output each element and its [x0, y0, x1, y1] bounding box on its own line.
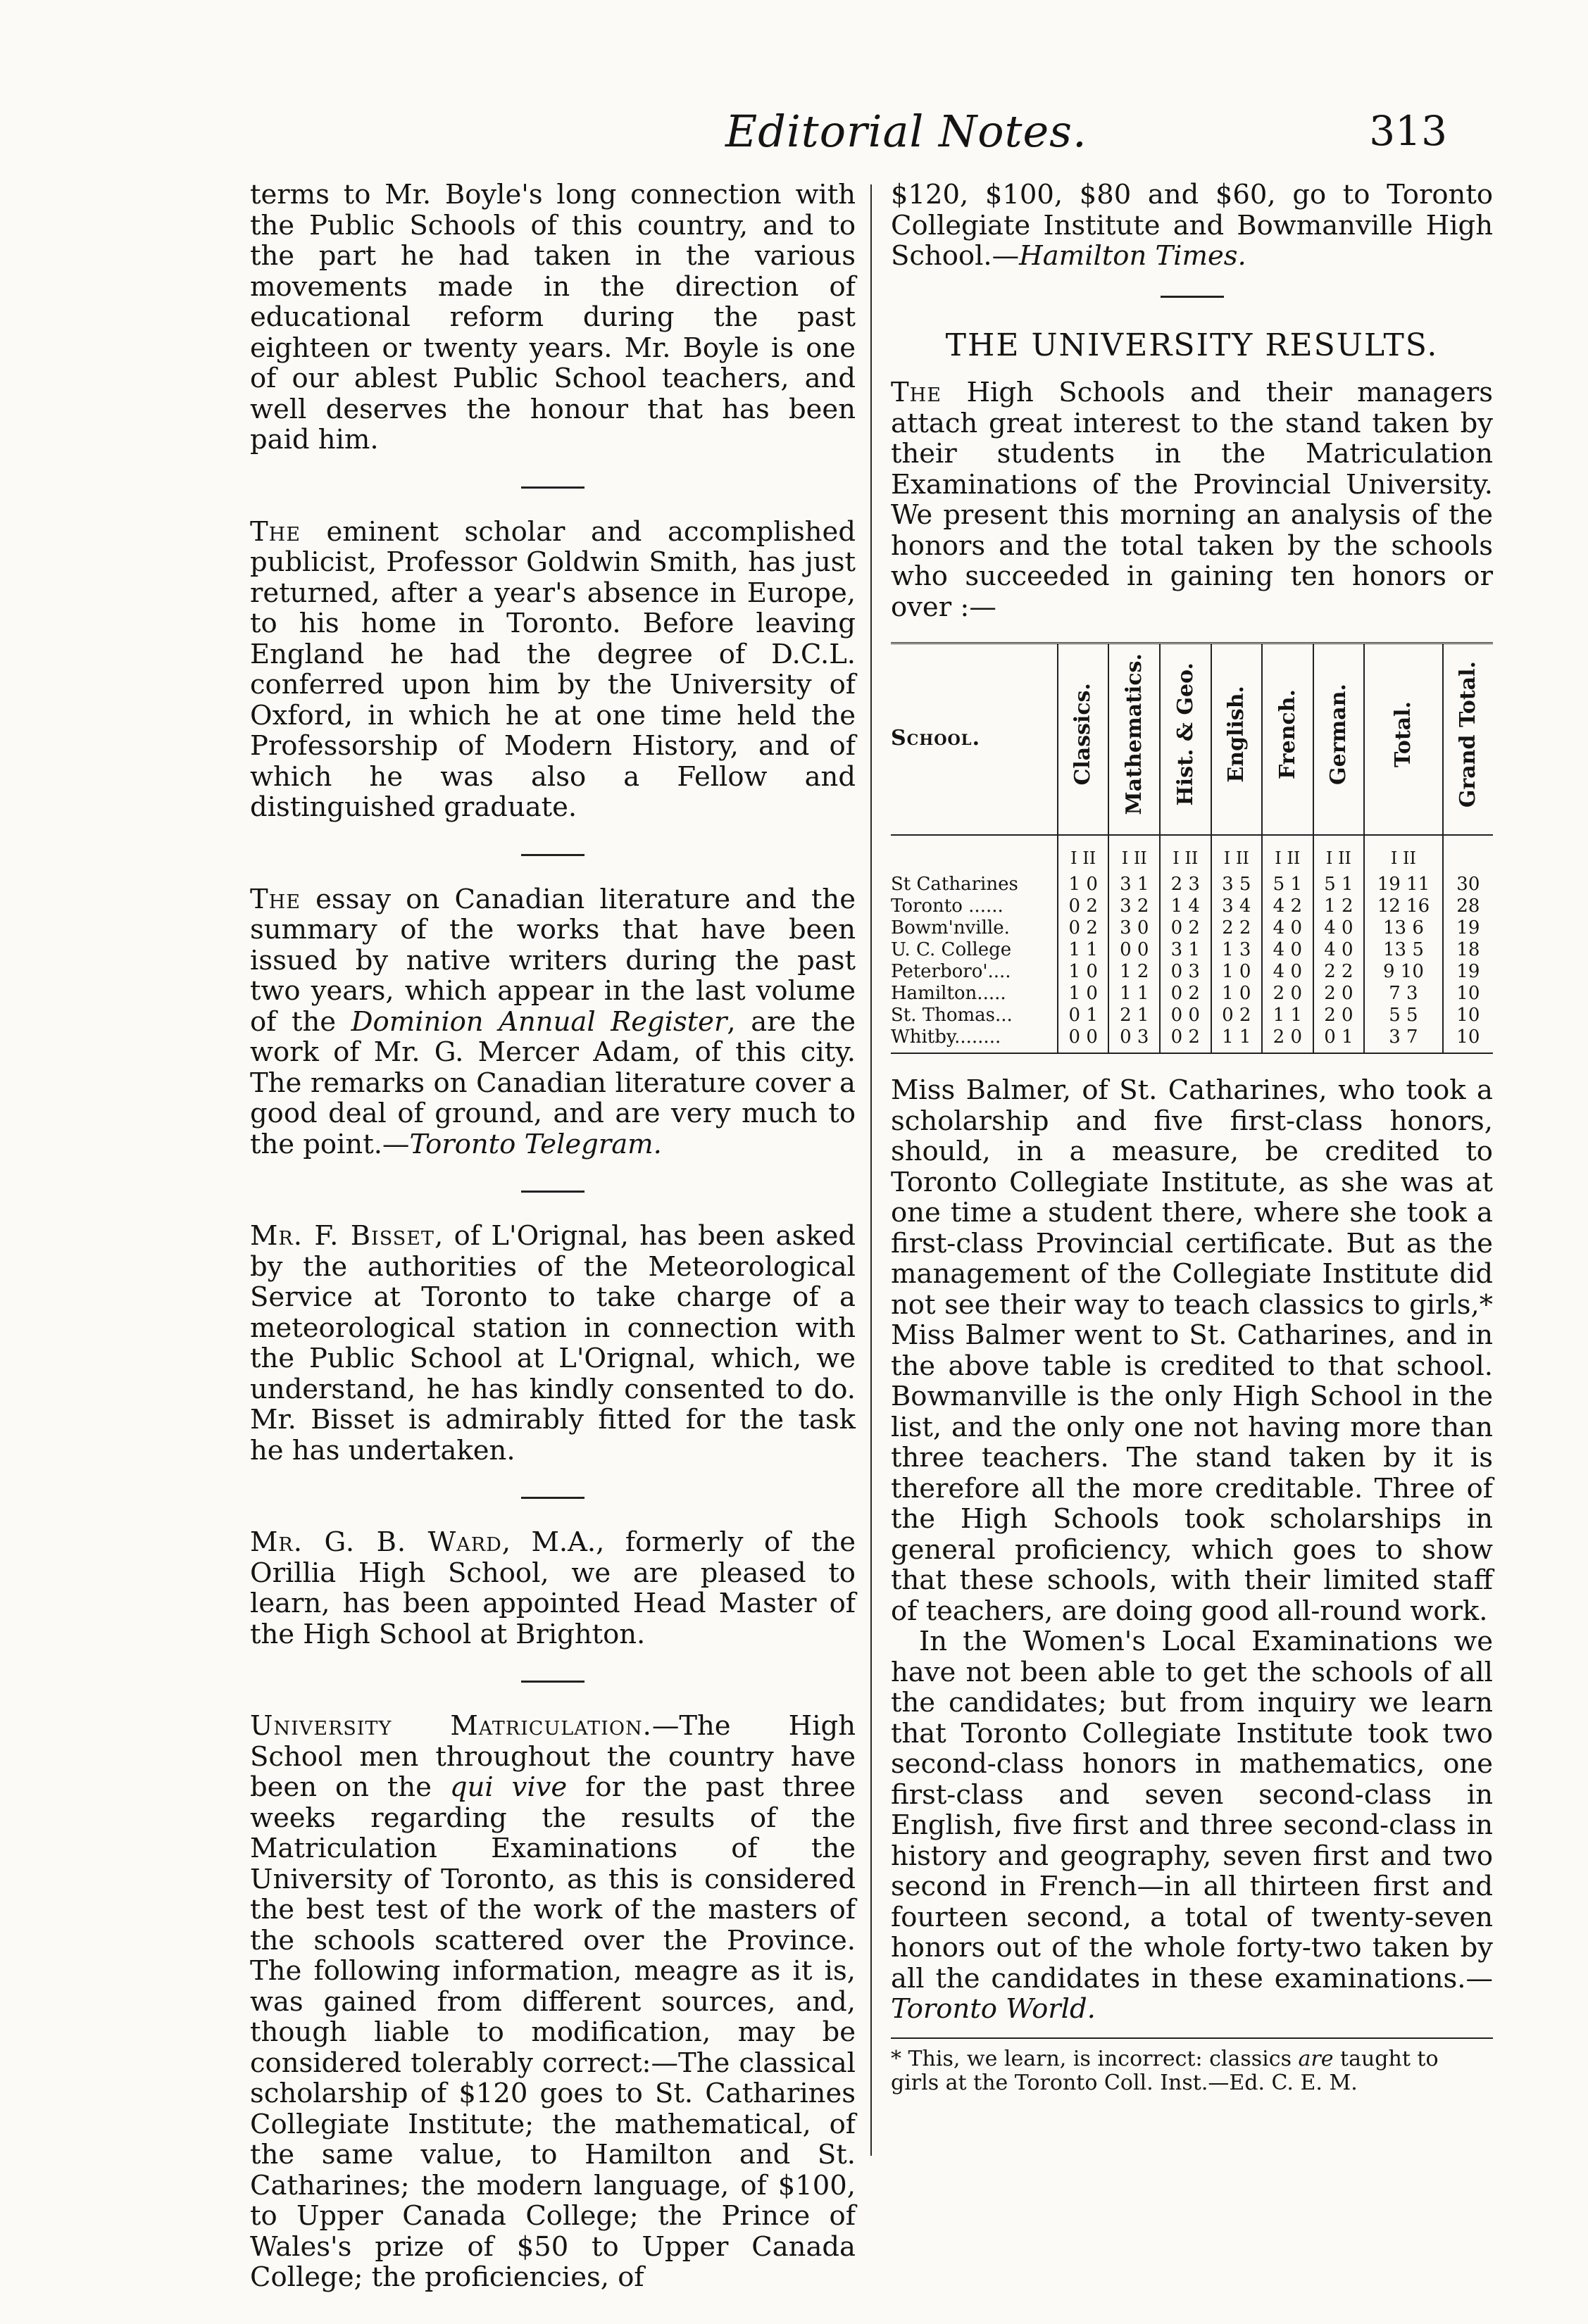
matriculation-paragraph: University Matriculation.—The High School men throughout the country have been on the qui vive for the past three weeks regarding the results of the Matriculation Examinations of the University of Toronto, as this is considered the best test of the work of the masters of the schools scattered over the Province. The following information, meagre as it is, was gained from different sources, and, though liable to modification, may be considered tolerably correct:—The classical scholarship of $120 goes to St. Catharines Collegiate Institute; the mathematical, of the same value, to Hamilton and St. Catharines; the modern language, of $100, to Upper Canada College; the Prince of Wales's prize of $50 to Upper Canada College; the proficiencies, of: [250, 1710, 856, 2293]
table-cell: 0 1: [1313, 1026, 1365, 1053]
table-subheader-row: I II I II I II I II I II I II I II: [891, 835, 1493, 874]
section-divider: [521, 1191, 584, 1193]
table-cell: 4 0: [1313, 917, 1365, 939]
table-cell: 19: [1443, 917, 1493, 939]
table-cell: 19: [1443, 961, 1493, 983]
table-cell: 0 0: [1108, 939, 1160, 961]
table-cell: 3 0: [1108, 917, 1160, 939]
table-cell: 10: [1443, 1026, 1493, 1053]
left-column: [250, 180, 856, 2324]
table-cell: 2 0: [1262, 1026, 1313, 1053]
table-cell: 0 2: [1160, 1026, 1211, 1053]
table-row: [891, 939, 1493, 961]
table-cell: 2 3: [1160, 874, 1211, 896]
school-name-cell: U. C. College: [891, 939, 1012, 960]
school-name-cell: Whitby........: [891, 1026, 1058, 1053]
balmer-paragraph: Miss Balmer, of St. Catharines, who took a scholarship and five first-class honors, should, in a measure, be credited to Toronto Collegiate Institute, as she was at one time a student there, where she took a first-class Provincial certificate. But as the management of the Collegiate Institute did not see their way to teach classics to girls,* Miss Balmer went to St. Catharines, and in the above table is credited to that school. Bowmanville is the only High School in the list, and the only one not having more than three teachers. The stand taken by it is therefore all the more creditable. Three of the High Schools took scholarships in general proficiency, which goes to show that these schools, with their limited staff of teachers, are doing good all-round work.: [891, 1074, 1493, 1627]
table-cell: 0 3: [1108, 1026, 1160, 1053]
table-cell: 9 10: [1364, 961, 1443, 983]
page-number: 313: [1369, 107, 1447, 155]
school-name-cell: Toronto ......: [891, 896, 1004, 917]
school-name-cell: Peterboro'....: [891, 961, 1011, 982]
table-cell: 1 0: [1211, 983, 1263, 1005]
table-cell: 1 1: [1058, 939, 1109, 961]
page-header: [246, 106, 1475, 162]
table-cell: 5 1: [1313, 874, 1365, 896]
table-cell: 2 0: [1262, 983, 1313, 1005]
school-name-cell: St Catharines: [891, 874, 1018, 895]
table-header-cell: German.: [1313, 643, 1365, 836]
table-cell: 0 0: [1160, 1005, 1211, 1026]
university-results-intro: The High Schools and their managers attach great interest to the stand taken by their students in the Matriculation Examinations of the Provincial University. We present this morning an analysis of the honors and the total taken by the schools who succeeded in gaining ten honors or over :—: [891, 377, 1493, 623]
table-cell: 1 0: [1058, 983, 1109, 1005]
table-cell: 10: [1443, 983, 1493, 1005]
right-column: [891, 180, 1493, 2095]
table-header-cell: Mathematics.: [1108, 643, 1160, 836]
table-row: [891, 896, 1493, 917]
ward-paragraph: Mr. G. B. Ward, M.A., formerly of the Orillia High School, we are pleased to learn, has been appointed Head Master of the High School at Brighton.: [250, 1526, 856, 1650]
table-cell: 2 1: [1108, 1005, 1160, 1026]
table-cell: 1 0: [1058, 961, 1109, 983]
table-cell: 10: [1443, 1005, 1493, 1026]
table-cell: 3 1: [1160, 939, 1211, 961]
table-cell: 1 1: [1262, 1005, 1313, 1026]
table-cell: 0 2: [1211, 1005, 1263, 1026]
table-cell: 7 3: [1364, 983, 1443, 1005]
table-cell: 13 5: [1364, 939, 1443, 961]
section-divider: [521, 1681, 584, 1683]
table-row: [891, 983, 1493, 1005]
table-cell: 4 0: [1262, 917, 1313, 939]
table-row: [891, 917, 1493, 939]
table-cell: 18: [1443, 939, 1493, 961]
section-divider: [1161, 296, 1224, 298]
table-cell: 1 2: [1108, 961, 1160, 983]
table-row: [891, 874, 1493, 896]
school-name-cell: St. Thomas...: [891, 1005, 1013, 1026]
table-cell: 0 2: [1160, 917, 1211, 939]
table-row: [891, 961, 1493, 983]
boyle-paragraph: terms to Mr. Boyle's long connection with the Public Schools of this country, and to the part he had taken in the various movements made in the direction of educational reform during the past eighteen or twenty years. Mr. Boyle is one of our ablest Public School teachers, and well deserves the honour that has been paid him.: [250, 179, 856, 456]
table-header-cell: French.: [1262, 643, 1313, 836]
table-cell: 3 4: [1211, 896, 1263, 917]
table-cell: 1 1: [1108, 983, 1160, 1005]
table-cell: 2 2: [1211, 917, 1263, 939]
section-divider: [521, 854, 584, 856]
table-cell: 12 16: [1364, 896, 1443, 917]
table-cell: 1 4: [1160, 896, 1211, 917]
proficiencies-paragraph: $120, $100, $80 and $60, go to Toronto Collegiate Institute and Bowmanville High School.—Hamilton Times.: [891, 179, 1493, 272]
section-title: THE UNIVERSITY RESULTS.: [945, 327, 1439, 363]
section-divider: [521, 486, 584, 489]
table-cell: 0 3: [1160, 961, 1211, 983]
table-cell: 4 0: [1262, 961, 1313, 983]
table-header-cell: Total.: [1364, 643, 1443, 836]
table-header-cell: Classics.: [1058, 643, 1109, 836]
column-divider: [870, 184, 872, 2156]
table-cell: 3 2: [1108, 896, 1160, 917]
results-table: [891, 642, 1493, 1054]
table-cell: 0 2: [1058, 896, 1109, 917]
table-header-cell: Hist. & Geo.: [1160, 643, 1211, 836]
table-cell: 3 7: [1364, 1026, 1443, 1053]
canadian-literature-paragraph: The essay on Canadian literature and the summary of the works that have been issued by native writers during the past two years, which appear in the last volume of the Dominion Annual Register, are the work of Mr. G. Mercer Adam, of this city. The remarks on Canadian literature cover a good deal of ground, and are very much to the point.—Toronto Telegram.: [250, 883, 856, 1160]
footnote: * This, we learn, is incorrect: classics are taught to girls at the Toronto Coll. Inst.—Ed. C. E. M.: [891, 2046, 1439, 2095]
table-cell: 1 0: [1211, 961, 1263, 983]
table-cell: 19 11: [1364, 874, 1443, 896]
goldwin-smith-paragraph: The eminent scholar and accomplished publicist, Professor Goldwin Smith, has just returned, after a year's absence in Europe, to his home in Toronto. Before leaving England he had the degree of D.C.L. conferred upon him by the University of Oxford, in which he at one time held the Professorship of Modern History, and of which he was also a Fellow and distinguished graduate.: [250, 515, 856, 823]
table-header-cell: English.: [1211, 643, 1263, 836]
womens-exams-paragraph: In the Women's Local Examinations we have not been able to get the schools of all the candidates; but from inquiry we learn that Toronto Collegiate Institute took two second-class honors in mathematics, one first-class and seven second-class in English, five first and three second-class in history and geography, seven first and two second in French—in all thirteen first and fourteen second, a total of twenty-seven honors out of the whole forty-two taken by all the candidates in these examinations.—Toronto World.: [891, 1626, 1493, 2025]
table-cell: 28: [1443, 896, 1493, 917]
running-head: Editorial Notes.: [725, 106, 1087, 157]
table-cell: 1 3: [1211, 939, 1263, 961]
table-cell: 2 0: [1313, 983, 1365, 1005]
table-cell: 5 1: [1262, 874, 1313, 896]
table-row: [891, 1026, 1493, 1053]
table-header-cell: Grand Total.: [1443, 643, 1493, 836]
table-cell: 3 1: [1108, 874, 1160, 896]
footnote-rule: [891, 2037, 1493, 2039]
bisset-paragraph: Mr. F. Bisset, of L'Orignal, has been asked by the authorities of the Meteorological Service at Toronto to take charge of a meteorological station in connection with the Public School at L'Orignal, which, we understand, he has kindly consented to do. Mr. Bisset is admirably fitted for the task he has undertaken.: [250, 1220, 856, 1466]
table-cell: 1 0: [1058, 874, 1109, 896]
table-cell: 4 0: [1313, 939, 1365, 961]
table-cell: 5 5: [1364, 1005, 1443, 1026]
table-cell: 0 1: [1058, 1005, 1109, 1026]
table-cell: 3 5: [1211, 874, 1263, 896]
table-header-cell: School.: [891, 643, 1058, 836]
table-cell: 0 2: [1160, 983, 1211, 1005]
table-cell: 2 0: [1313, 1005, 1365, 1026]
table-cell: 4 0: [1262, 939, 1313, 961]
table-row: [891, 1005, 1493, 1026]
table-cell: 2 2: [1313, 961, 1365, 983]
school-name-cell: Hamilton.....: [891, 983, 1006, 1004]
table-cell: 4 2: [1262, 896, 1313, 917]
table-cell: 0 2: [1058, 917, 1109, 939]
table-cell: 0 0: [1058, 1026, 1109, 1053]
table-cell: 30: [1443, 874, 1493, 896]
table-cell: 1 1: [1211, 1026, 1263, 1053]
table-cell: 13 6: [1364, 917, 1443, 939]
school-name-cell: Bowm'nville.: [891, 917, 1010, 938]
table-cell: 1 2: [1313, 896, 1365, 917]
section-divider: [521, 1497, 584, 1499]
